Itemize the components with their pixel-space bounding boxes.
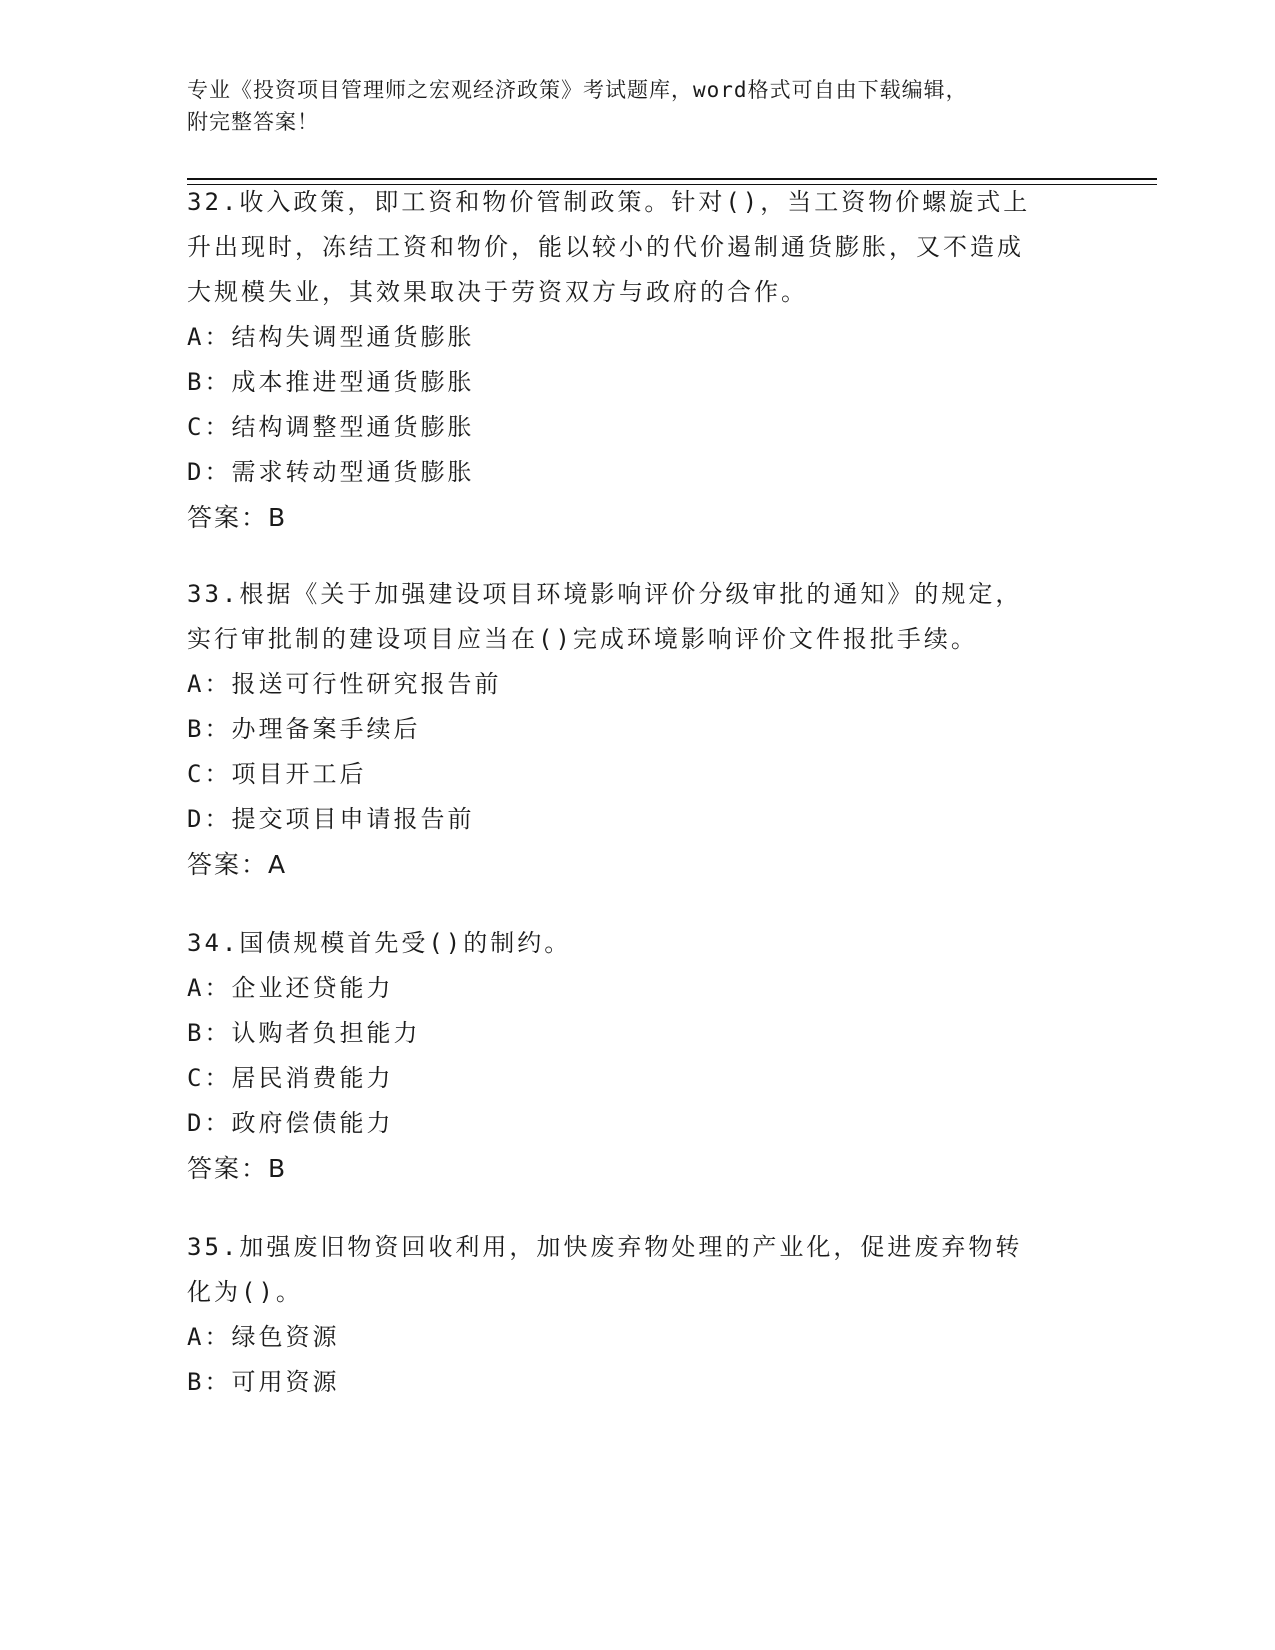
answer-label: 答案：A [187, 850, 288, 879]
document-header [187, 74, 1067, 138]
header-line-1: 专业《投资项目管理师之宏观经济政策》考试题库，word格式可自由下载编辑， [187, 78, 968, 102]
option-a: A：报送可行性研究报告前 [187, 670, 502, 698]
option-d: D：需求转动型通货膨胀 [187, 458, 475, 486]
option-b: B：成本推进型通货膨胀 [187, 368, 475, 396]
option-b: B：办理备案手续后 [187, 715, 421, 743]
answer-label: 答案：B [187, 1154, 288, 1183]
question-32 [187, 180, 1087, 540]
option-c: C：居民消费能力 [187, 1064, 394, 1092]
option-a: A：企业还贷能力 [187, 974, 394, 1002]
option-d: D：政府偿债能力 [187, 1109, 394, 1137]
option-c: C：结构调整型通货膨胀 [187, 413, 475, 441]
option-b: B：认购者负担能力 [187, 1019, 421, 1047]
option-c: C：项目开工后 [187, 760, 367, 788]
question-stem: 34.国债规模首先受()的制约。 [187, 929, 572, 957]
question-stem: 35.加强废旧物资回收利用，加快废弃物处理的产业化，促进废弃物转化为()。 [187, 1233, 1023, 1306]
question-stem: 32.收入政策，即工资和物价管制政策。针对()，当工资物价螺旋式上升出现时，冻结工资和物价，能以较小的代价遏制通货膨胀，又不造成大规模失业，其效果取决于劳资双方与政府的合作。 [187, 188, 1031, 306]
option-a: A：结构失调型通货膨胀 [187, 323, 475, 351]
answer-label: 答案：B [187, 503, 288, 532]
option-b: B：可用资源 [187, 1368, 340, 1396]
option-d: D：提交项目申请报告前 [187, 805, 475, 833]
option-a: A：绿色资源 [187, 1323, 340, 1351]
question-33 [187, 572, 1087, 887]
question-35 [187, 1225, 1087, 1405]
question-34 [187, 921, 1087, 1191]
question-stem: 33.根据《关于加强建设项目环境影响评价分级审批的通知》的规定，实行审批制的建设项目应当在()完成环境影响评价文件报批手续。 [187, 580, 1023, 653]
header-line-2: 附完整答案！ [187, 110, 319, 134]
